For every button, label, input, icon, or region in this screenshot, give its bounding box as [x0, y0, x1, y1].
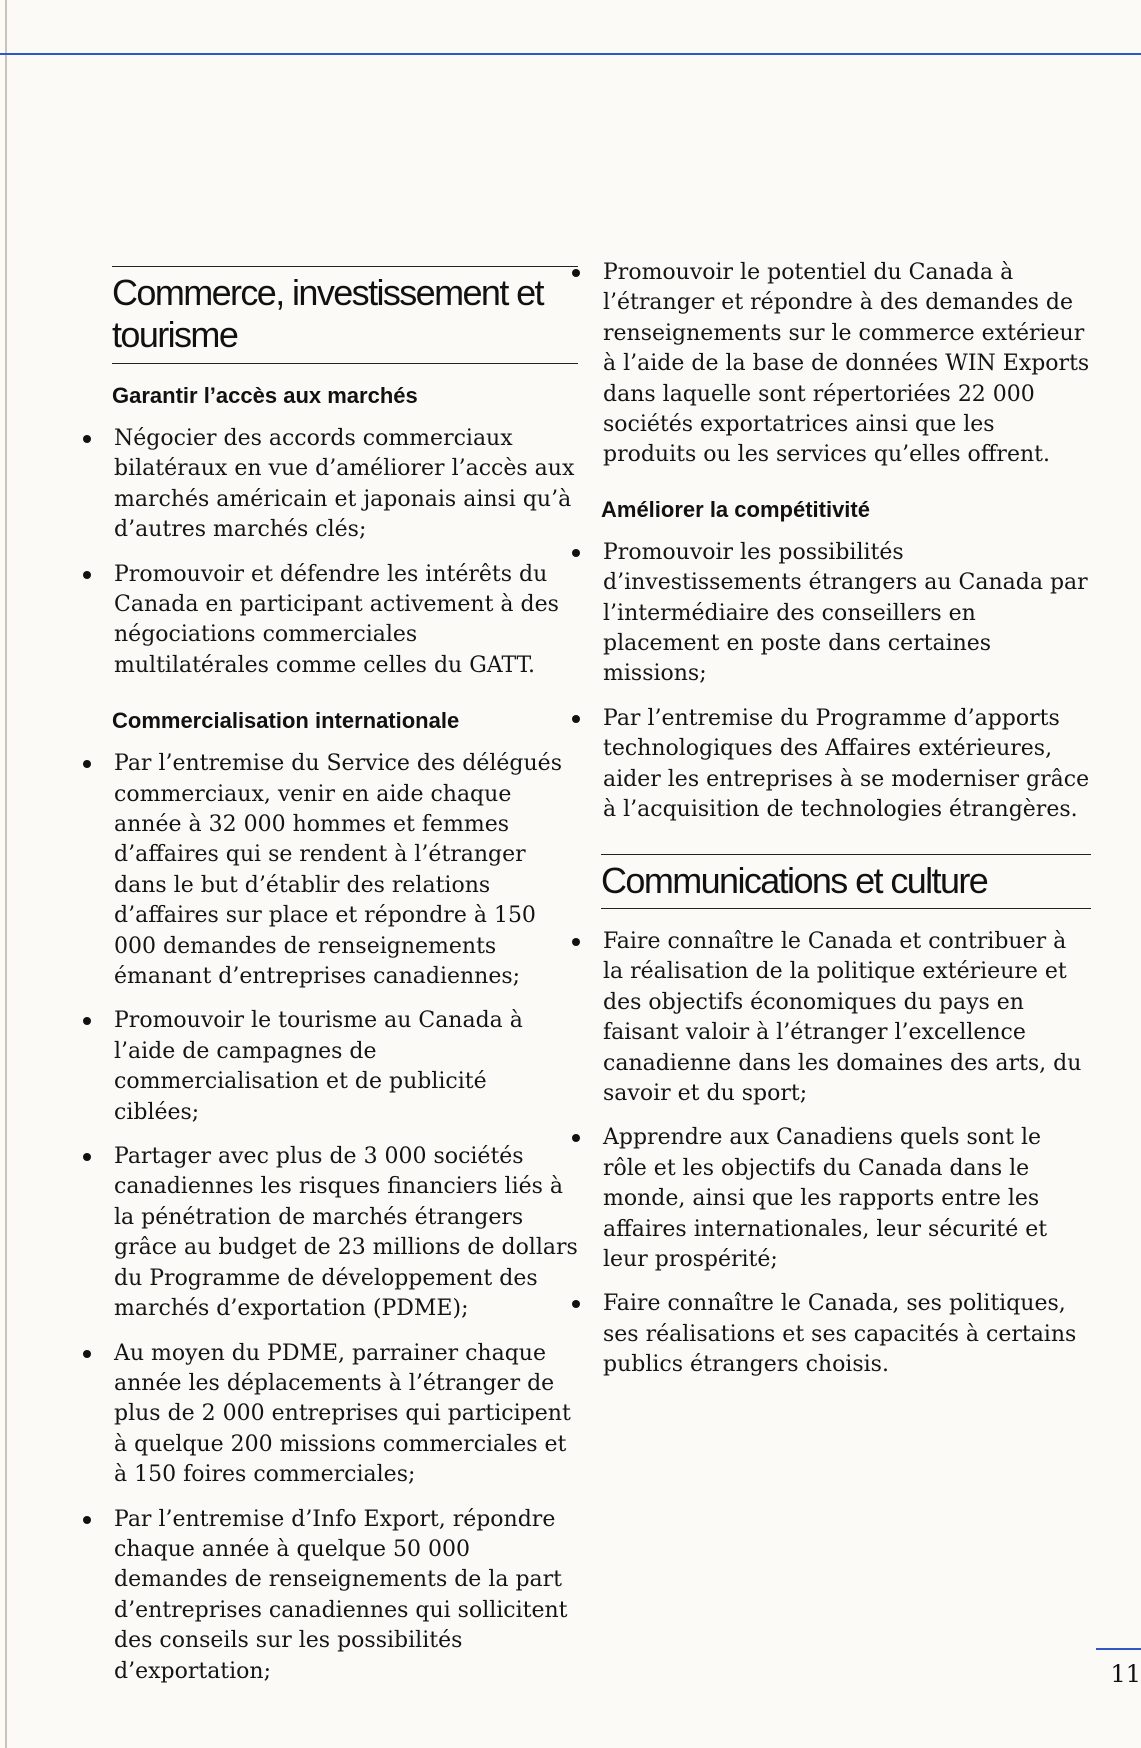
list-item: Promouvoir les possibilités d’investissements étrangers au Canada par l’intermédiaire des conseillers en placement en poste dans certaines missions; — [601, 538, 1091, 690]
list-item: Promouvoir et défendre les intérêts du Canada en participant activement à des négociations commerciales multilatérales comme celles du GATT. — [112, 560, 578, 682]
bullet-icon — [83, 760, 91, 768]
list-item: Faire connaître le Canada et contribuer à la réalisation de la politique extérieure et des objectifs économiques du pays en faisant valoir à l’étranger l’excellence canadienne dans les domaines des arts, du savoir et du sport; — [601, 927, 1091, 1109]
bullet-icon — [83, 1350, 91, 1358]
page-number: 11 — [1096, 1648, 1141, 1688]
international-marketing-list — [112, 749, 578, 1687]
list-item: Négocier des accords commerciaux bilatéraux en vue d’améliorer l’accès aux marchés américain et japonais ainsi qu’à d’autres marchés clés; — [112, 424, 578, 546]
subheading-competitiveness: Améliorer la compétitivité — [601, 496, 870, 522]
bullet-icon — [83, 435, 91, 443]
section-title-communications: Communications et culture — [601, 854, 1091, 909]
bullet-icon — [572, 269, 580, 277]
subheading-market-access: Garantir l’accès aux marchés — [112, 382, 418, 408]
subheading-international-marketing: Commercialisation internationale — [112, 708, 460, 734]
list-item: Promouvoir le tourisme au Canada à l’aide de campagnes de commercialisation et de publicité ciblées; — [112, 1006, 578, 1128]
bullet-icon — [572, 715, 580, 723]
list-item: Par l’entremise du Service des délégués commerciaux, venir en aide chaque année à 32 000 hommes et femmes d’affaires qui se rendent à l’étranger dans le but d’établir des relations d’affaires sur place et répondre à 150 000 demandes de renseignements émanant d’entreprises canadiennes; — [112, 749, 578, 992]
continued-list — [601, 258, 1091, 471]
competitiveness-list — [601, 538, 1091, 826]
top-rule — [0, 53, 1141, 55]
section-title-commerce: Commerce, investissement et tourisme — [112, 266, 578, 364]
list-item: Faire connaître le Canada, ses politiques, ses réalisations et ses capacités à certains publics étrangers choisis. — [601, 1289, 1091, 1380]
communications-list — [601, 927, 1091, 1381]
bullet-icon — [83, 1153, 91, 1161]
list-item: Partager avec plus de 3 000 sociétés canadiennes les risques financiers liés à la pénétration de marchés étrangers grâce au budget de 23 millions de dollars du Programme de développement des marchés d’exportation (PDME); — [112, 1142, 578, 1324]
bullet-icon — [83, 1516, 91, 1524]
bullet-icon — [572, 938, 580, 946]
bullet-icon — [83, 571, 91, 579]
list-item: Au moyen du PDME, parrainer chaque année les déplacements à l’étranger de plus de 2 000 entreprises qui participent à quelque 200 missions commerciales et à 150 foires commerciales; — [112, 1339, 578, 1491]
list-item: Apprendre aux Canadiens quels sont le rôle et les objectifs du Canada dans le monde, ainsi que les rapports entre les affaires internationales, leur sécurité et leur prospérité; — [601, 1123, 1091, 1275]
bullet-icon — [572, 1300, 580, 1308]
page-edge — [5, 0, 7, 1748]
market-access-list — [112, 424, 578, 681]
left-column — [112, 266, 578, 1687]
list-item: Par l’entremise d’Info Export, répondre chaque année à quelque 50 000 demandes de renseignements de la part d’entreprises canadiennes qui sollicitent des conseils sur les possibilités d’exportation; — [112, 1505, 578, 1687]
bullet-icon — [83, 1017, 91, 1025]
bullet-icon — [572, 1134, 580, 1142]
bullet-icon — [572, 549, 580, 557]
list-item: Par l’entremise du Programme d’apports technologiques des Affaires extérieures, aider les entreprises à se moderniser grâce à l’acquisition de technologies étrangères. — [601, 704, 1091, 826]
right-column — [601, 258, 1091, 1381]
list-item: Promouvoir le potentiel du Canada à l’étranger et répondre à des demandes de renseignements sur le commerce extérieur à l’aide de la base de données WIN Exports dans laquelle sont répertoriées 22 000 sociétés exportatrices ainsi que les produits ou les services qu’elles offrent. — [601, 258, 1091, 471]
